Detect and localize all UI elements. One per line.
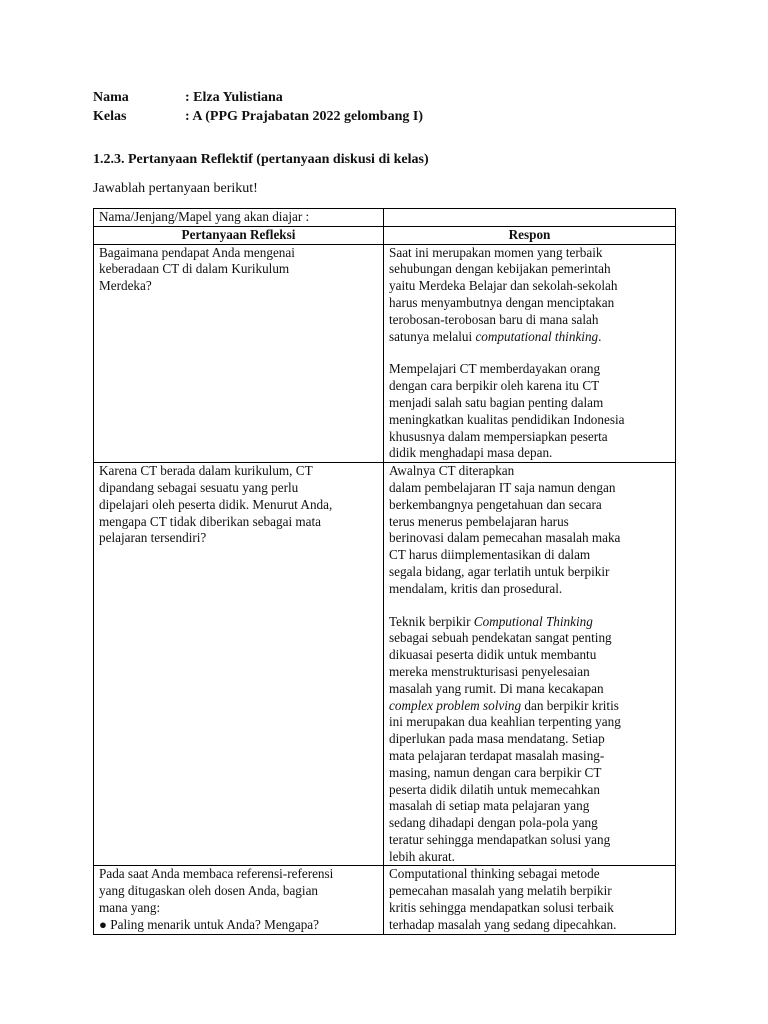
subject-label: Nama/Jenjang/Mapel yang akan diajar : <box>94 209 384 227</box>
question-cell <box>94 463 384 866</box>
paragraph-gap <box>389 345 670 361</box>
class-value: : A (PPG Prajabatan 2022 gelombang I) <box>185 109 423 124</box>
paragraph-gap <box>389 598 670 614</box>
response-text-end: . <box>598 328 602 344</box>
response-italic-term: Computional Thinking <box>473 613 593 629</box>
response-cell <box>384 244 676 463</box>
table-row <box>94 244 676 463</box>
response-text: Saat ini merupakan momen yang terbaik sehubungan dengan kebijakan pemerintah yaitu Merdeka Belajar dan sekolah-sekolah harus menyambutnya dengan menciptakan terobosan-terobosan baru di mana salah satunya melalui <box>389 244 618 344</box>
class-label: Kelas <box>93 109 127 124</box>
section-heading: 1.2.3. Pertanyaan Reflektif (pertanyaan diskusi di kelas) <box>93 152 429 167</box>
response-paragraph: Awalnya CT diterapkan dalam pembelajaran IT saja namun dengan berkembangnya pengetahuan dan secara terus menerus pembelajaran harus berinovasi dalam pemecahan masalah maka CT harus diimplementasikan di dalam segala bidang, agar terlatih untuk berpikir mendalam, kritis dan prosedural. <box>389 463 621 596</box>
name-label: Nama <box>93 90 129 105</box>
name-value: : Elza Yulistiana <box>185 90 283 105</box>
name-row <box>93 88 423 107</box>
question-text: Bagaimana pendapat Anda mengenai keberadaan CT di dalam Kurikulum Merdeka? <box>99 244 295 294</box>
subject-value <box>384 209 676 227</box>
instruction-text: Jawablah pertanyaan berikut! <box>93 181 258 196</box>
response-paragraph <box>389 614 670 866</box>
class-row <box>93 107 423 126</box>
question-text: Karena CT berada dalam kurikulum, CT dipandang sebagai sesuatu yang perlu dipelajari oleh peserta didik. Menurut Anda, mengapa CT tidak diberikan sebagai mata pelajaran tersendiri? <box>99 463 333 546</box>
table-row <box>94 463 676 866</box>
question-cell <box>94 244 384 463</box>
response-text: Teknik berpikir <box>389 613 474 629</box>
response-paragraph: Mempelajari CT memberdayakan orang dengan cara berpikir oleh karena itu CT menjadi salah satu bagian penting dalam meningkatkan kualitas pendidikan Indonesia khususnya dalam mempersiapkan peserta didik menghadapi masa depan. <box>389 361 625 461</box>
subject-row <box>94 209 676 227</box>
column-header-question: Pertanyaan Refleksi <box>94 226 384 244</box>
table-header-row <box>94 226 676 244</box>
reflection-table <box>93 208 676 935</box>
table-row <box>94 866 676 934</box>
student-info <box>93 88 423 126</box>
response-cell <box>384 866 676 934</box>
question-bullet: ● Paling menarik untuk Anda? Mengapa? <box>99 916 320 932</box>
response-text: sebagai sebuah pendekatan sangat penting dikuasai peserta didik untuk membantu mereka menstrukturisasi penyelesaian masalah yang rumit. Di mana kecakapan <box>389 630 612 696</box>
response-text: dan berpikir kritis ini merupakan dua keahlian terpenting yang diperlukan pada masa mendatang. Setiap mata pelajaran terdapat masalah masing- masing, namun dengan cara berpikir CT peserta didik dilatih untuk memecahkan masalah di setiap mata pelajaran yang sedang dihadapi dengan pola-pola yang teratur sehingga mendapatkan solusi yang lebih akurat. <box>389 697 621 864</box>
response-cell <box>384 463 676 866</box>
response-paragraph <box>389 245 670 346</box>
question-text: Pada saat Anda membaca referensi-referensi yang ditugaskan oleh dosen Anda, bagian mana yang: <box>99 866 334 916</box>
column-header-response: Respon <box>384 226 676 244</box>
response-italic-term: computational thinking <box>475 328 599 344</box>
response-paragraph: Computational thinking sebagai metode pemecahan masalah yang melatih berpikir kritis sehingga mendapatkan solusi terbaik terhadap masalah yang sedang dipecahkan. <box>389 866 617 932</box>
question-cell <box>94 866 384 934</box>
response-italic-term: complex problem solving <box>389 697 522 713</box>
